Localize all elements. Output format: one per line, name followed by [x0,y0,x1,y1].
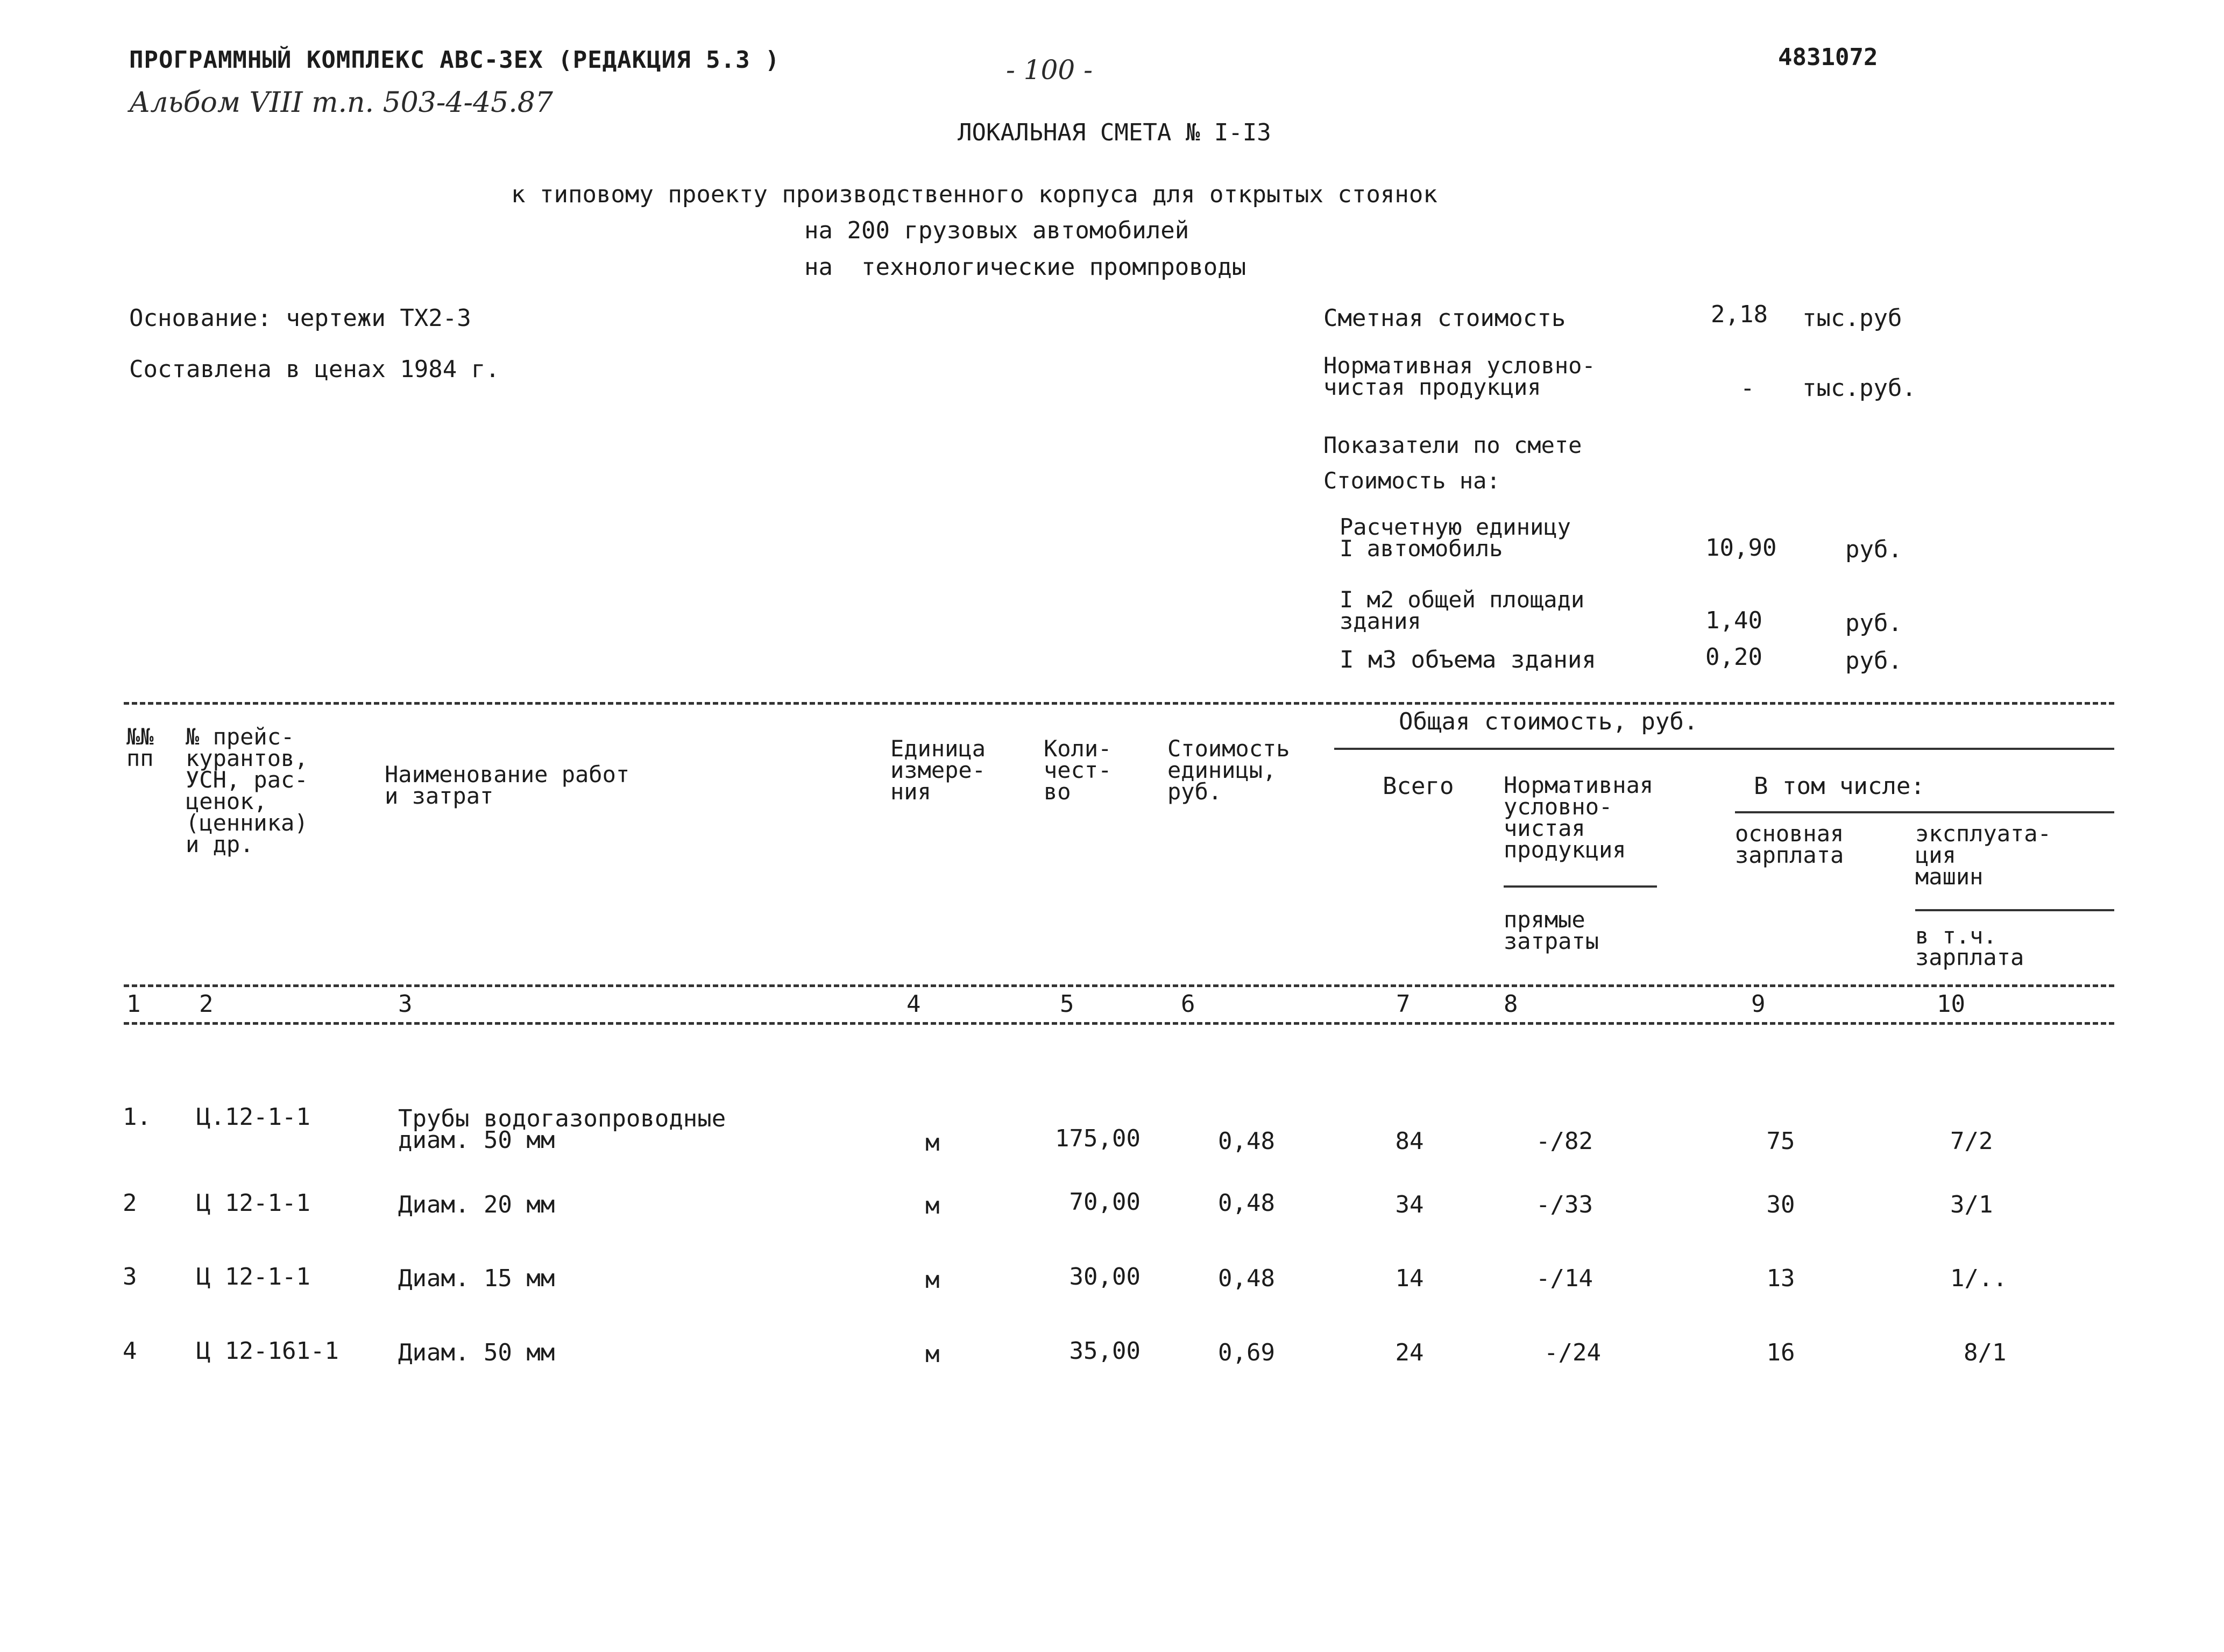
estimate-cost-label: Сметная стоимость [1323,304,1566,332]
row-price: 0,48 [1218,1265,1275,1292]
col-header-name: Наименование работ и затрат [385,761,630,809]
row-norm-direct: -/14 [1536,1265,1593,1292]
col-header-norm: Нормативная условно- чистая продукция [1504,772,1654,863]
col-header-total: Всего [1383,772,1454,800]
row-price: 0,48 [1218,1128,1275,1155]
col-number-3: 3 [398,990,413,1018]
row-name: Трубы водогазопроводные диам. 50 мм [398,1105,726,1154]
col-number-2: 2 [199,990,214,1018]
row-qty: 175,00 [1055,1125,1141,1152]
calc-unit-value: 10,90 [1705,534,1777,562]
row-code: Ц 12-161-1 [196,1337,339,1365]
row-name: Диам. 50 мм [398,1339,555,1366]
norm-product-label: Нормативная условно- чистая продукция [1323,352,1596,400]
col-header-direct: прямые затраты [1504,906,1599,954]
col-header-including: В том числе: [1754,772,1925,800]
header-bottom-rule [124,984,2114,987]
col-number-6: 6 [1181,990,1195,1018]
table-top-rule [124,702,2114,705]
title-line-3: на технологические промпроводы [804,253,1246,281]
row-qty: 70,00 [1069,1188,1141,1216]
row-machines: 8/1 [1964,1339,2007,1366]
row-norm-direct: -/33 [1536,1191,1593,1218]
calc-unit-label: Расчетную единицу I автомобиль [1340,514,1571,562]
col-number-9: 9 [1751,990,1766,1018]
title-line-2: на 200 грузовых автомобилей [804,217,1189,244]
including-rule [1735,811,2114,813]
col-number-5: 5 [1060,990,1074,1018]
row-machines: 7/2 [1950,1128,1993,1155]
row-name: Диам. 20 мм [398,1191,555,1218]
basis-prices: Составлена в ценах 1984 г. [129,356,500,383]
col-header-price: Стоимость единицы, руб. [1167,735,1290,805]
col-header-machines: эксплуата- ция машин [1915,820,2051,890]
row-code: Ц 12-1-1 [196,1263,310,1291]
volume-unit: руб. [1845,647,1902,675]
row-machines: 1/.. [1950,1265,2007,1292]
row-norm-direct: -/24 [1544,1339,1601,1366]
row-num: 4 [123,1337,137,1365]
calc-unit-unit: руб. [1845,536,1902,563]
col-header-machines-salary: в т.ч. зарплата [1915,923,2024,970]
document-code: 4831072 [1778,44,1878,71]
col-number-rule [124,1022,2114,1025]
area-label: I м2 общей площади здания [1340,586,1585,634]
col-number-8: 8 [1504,990,1518,1018]
col-number-7: 7 [1396,990,1411,1018]
estimate-cost-unit: тыс.руб [1802,304,1902,332]
estimate-cost-value: 2,18 [1711,301,1768,328]
row-price: 0,69 [1218,1339,1275,1366]
area-unit: руб. [1845,609,1902,637]
col-header-qty: Коли- чест- во [1044,735,1112,805]
title-line-1: к типовому проекту производственного корпуса для открытых стоянок [511,181,1437,208]
row-total: 34 [1395,1191,1424,1218]
col-header-salary: основная зарплата [1735,820,1844,868]
row-total: 84 [1395,1128,1424,1155]
col-number-1: 1 [126,990,141,1018]
row-machines: 3/1 [1950,1191,1993,1218]
volume-label: I м3 объема здания [1340,646,1596,673]
volume-value: 0,20 [1705,643,1762,671]
row-unit: м [925,1129,940,1157]
row-price: 0,48 [1218,1189,1275,1217]
norm-product-value: - [1740,374,1755,402]
album-handwritten-note: Альбом VIII т.п. 503-4-45.87 [129,87,553,119]
row-name: Диам. 15 мм [398,1265,555,1292]
estimate-title: ЛОКАЛЬНАЯ СМЕТА № I-I3 [958,119,1271,146]
norm-product-unit: тыс.руб. [1802,374,1916,402]
row-salary: 30 [1766,1191,1795,1218]
col-number-10: 10 [1937,990,1965,1018]
row-num: 1. [123,1103,151,1131]
total-group-rule [1334,748,2114,750]
row-salary: 16 [1766,1339,1795,1366]
row-total: 14 [1395,1265,1424,1292]
row-num: 3 [123,1263,137,1291]
basis-drawings: Основание: чертежи ТХ2-3 [129,304,471,332]
row-unit: м [925,1266,940,1294]
row-norm-direct: -/82 [1536,1128,1593,1155]
col-header-unit: Единица измере- ния [890,735,986,805]
row-num: 2 [123,1189,137,1217]
row-code: Ц.12-1-1 [196,1103,310,1131]
row-qty: 30,00 [1069,1263,1141,1291]
indicators-label: Показатели по смете Стоимость на: [1323,432,1582,494]
col-header-total-group: Общая стоимость, руб. [1399,708,1698,735]
row-salary: 13 [1766,1265,1795,1292]
norm-rule [1504,885,1657,888]
program-header: ПРОГРАММНЫЙ КОМПЛЕКС АВС-ЗЕХ (РЕДАКЦИЯ 5.3 ) [129,46,780,74]
row-unit: м [925,1192,940,1219]
area-value: 1,40 [1705,607,1762,634]
row-qty: 35,00 [1069,1337,1141,1365]
col-number-4: 4 [906,990,921,1018]
row-unit: м [925,1341,940,1368]
col-header-code: № прейс- курантов, УСН, рас- ценок, (ценника) и др. [186,724,308,857]
row-salary: 75 [1766,1128,1795,1155]
page-number: - 100 - [1006,54,1093,86]
machines-rule [1915,909,2114,911]
col-header-num: №№ пп [126,724,154,771]
row-total: 24 [1395,1339,1424,1366]
row-code: Ц 12-1-1 [196,1189,310,1217]
